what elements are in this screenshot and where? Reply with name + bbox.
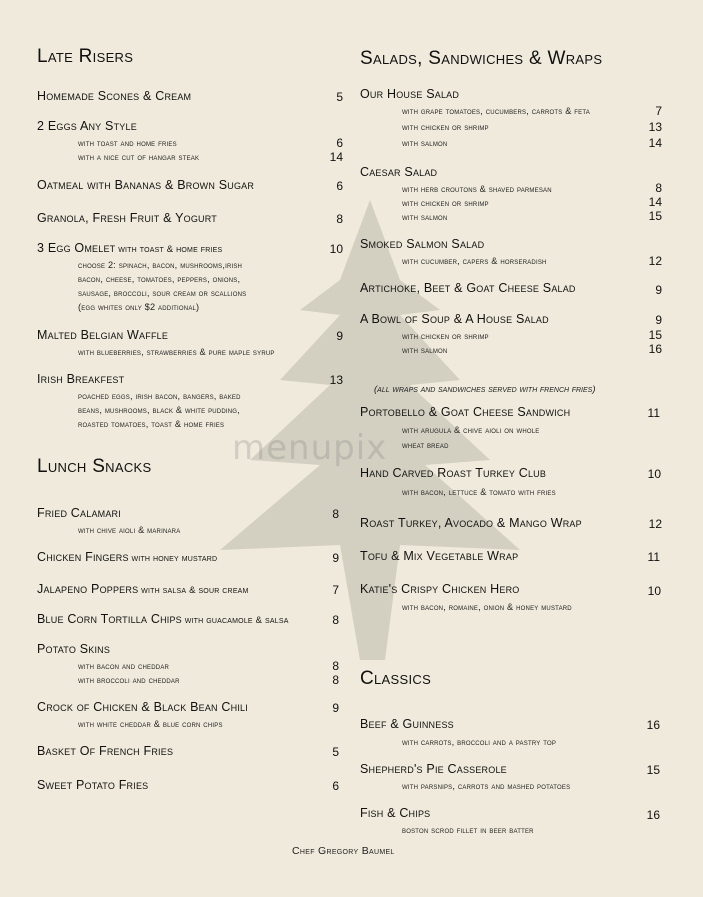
menu-item-desc: with parsnips, carrots and mashed potatoes xyxy=(402,781,571,791)
section-title-late-risers: Late Risers xyxy=(37,46,134,67)
menu-item-desc-line: poached eggs, irish bacon, bangers, baked xyxy=(78,391,241,401)
menu-item-price: 5 xyxy=(332,745,339,759)
menu-item-name: A Bowl of Soup & A House Salad xyxy=(360,312,549,326)
section-title-lunch-snacks: Lunch Snacks xyxy=(37,456,152,477)
menu-item-price: 7 xyxy=(332,583,339,597)
menu-item-price: 12 xyxy=(648,517,662,531)
menu-item-name: Our House Salad xyxy=(360,87,460,101)
menu-item-price: 8 xyxy=(332,659,339,673)
menu-item-option: with chicken or shrimp xyxy=(402,331,489,341)
menu-item-price: 10 xyxy=(647,467,661,481)
menu-item-name: Smoked Salmon Salad xyxy=(360,237,485,251)
menu-item-omelet xyxy=(37,241,222,255)
menu-item-name: Tofu & Mix Vegetable Wrap xyxy=(360,549,519,563)
menu-item-price: 11 xyxy=(647,550,660,564)
menu-item-name: Shepherd's Pie Casserole xyxy=(360,762,507,776)
menu-item-option: with toast and home fries xyxy=(78,138,177,148)
menu-item-desc-line: bacon, cheese, tomatoes, peppers, onions, xyxy=(78,274,241,284)
menu-item-desc: with carrots, broccoli and a pastry top xyxy=(402,737,557,747)
menu-item-price: 9 xyxy=(655,283,662,297)
menu-item-name: Roast Turkey, Avocado & Mango Wrap xyxy=(360,516,582,530)
watermark: menupix xyxy=(232,428,388,468)
menu-item-name: Beef & Guinness xyxy=(360,717,454,731)
section-title-salads: Salads, Sandwiches & Wraps xyxy=(360,48,603,69)
menu-item-desc: with bacon, romaine, onion & honey mustard xyxy=(402,602,572,612)
menu-item-option: with salmon xyxy=(402,138,448,148)
menu-item-option: with a nice cut of hangar steak xyxy=(78,152,200,162)
menu-item-desc-line: with arugula & chive aioli on whole xyxy=(402,425,540,435)
menu-item-name: Jalapeno Poppers xyxy=(37,582,139,596)
menu-item-price: 9 xyxy=(332,551,339,565)
menu-item-name: Fish & Chips xyxy=(360,806,431,820)
menu-item-option: with grape tomatoes, cucumbers, carrots & feta xyxy=(402,106,590,116)
menu-item-price: 6 xyxy=(336,136,343,150)
menu-item-name: Granola, Fresh Fruit & Yogurt xyxy=(37,211,217,225)
menu-item-price: 9 xyxy=(336,329,343,343)
menu-item-option: with broccoli and cheddar xyxy=(78,675,180,685)
menu-item-price: 6 xyxy=(336,179,343,193)
menu-item-option: with salmon xyxy=(402,212,448,222)
menu-item-price: 15 xyxy=(648,209,662,223)
menu-item-name: Basket Of French Fries xyxy=(37,744,174,758)
chef-credit: Chef Gregory Baumel xyxy=(292,845,395,857)
menu-item-name: Oatmeal with Bananas & Brown Sugar xyxy=(37,178,255,192)
menu-item-name: 2 Eggs Any Style xyxy=(37,119,137,133)
menu-item-desc: with white cheddar & blue corn chips xyxy=(78,719,223,729)
menu-item-chips xyxy=(37,612,289,626)
menu-item-desc: with cucumber, capers & horseradish xyxy=(402,256,547,266)
menu-item-price: 7 xyxy=(655,104,662,118)
menu-item-inline-desc: with salsa & sour cream xyxy=(138,585,249,596)
menu-item-option: with herb croutons & shaved parmesan xyxy=(402,184,552,194)
menu-item-option: with salmon xyxy=(402,345,448,355)
menu-item-price: 8 xyxy=(332,613,339,627)
sandwich-note: (all wraps and sandwiches served with french fries) xyxy=(374,384,596,395)
menu-item-name: Chicken Fingers xyxy=(37,550,129,564)
menu-item-price: 8 xyxy=(336,212,343,226)
menu-item-price: 14 xyxy=(329,150,343,164)
menu-item-name: Irish Breakfest xyxy=(37,372,125,386)
menu-item-price: 5 xyxy=(336,90,343,104)
menu-item-price: 13 xyxy=(329,373,343,387)
menu-item-price: 8 xyxy=(332,673,339,687)
menu-item-price: 9 xyxy=(332,701,339,715)
menu-item-desc-line: (egg whites only $2 additional) xyxy=(78,302,200,312)
menu-item-name: Hand Carved Roast Turkey Club xyxy=(360,466,547,480)
menu-item-name: Portobello & Goat Cheese Sandwich xyxy=(360,405,571,419)
menu-item-price: 10 xyxy=(329,242,343,256)
menu-item-option: with chicken or shrimp xyxy=(402,122,489,132)
menu-item-name: 3 Egg Omelet xyxy=(37,241,116,255)
menu-item-price: 12 xyxy=(648,254,662,268)
menu-item-desc-line: choose 2: spinach, bacon, mushrooms,irish xyxy=(78,260,243,270)
menu-item-inline-desc: with toast & home fries xyxy=(115,244,223,255)
menu-item-name: Malted Belgian Waffle xyxy=(37,328,169,342)
section-title-classics: Classics xyxy=(360,668,432,689)
menu-item-desc: with bacon, lettuce & tomato with fries xyxy=(402,487,556,497)
menu-item-price: 14 xyxy=(648,195,662,209)
menu-item-desc-line: beans, mushrooms, black & white pudding, xyxy=(78,405,240,415)
menu-item-price: 9 xyxy=(655,313,662,327)
menu-item-price: 14 xyxy=(648,136,662,150)
menu-item-desc-line: roasted tomatoes, toast & home fries xyxy=(78,419,225,429)
menu-item-fingers xyxy=(37,550,217,564)
menu-item-inline-desc: with guacamole & salsa xyxy=(181,615,289,626)
menu-item-desc: with blueberries, strawberries & pure maple syrup xyxy=(78,347,275,357)
menu-item-desc-line: wheat bread xyxy=(402,440,449,450)
menu-item-name: Sweet Potato Fries xyxy=(37,778,149,792)
menu-item-desc: boston scrod fillet in beer batter xyxy=(402,825,534,835)
menu-item-price: 6 xyxy=(332,779,339,793)
menu-item-price: 13 xyxy=(648,120,662,134)
menu-item-poppers xyxy=(37,582,249,596)
menu-item-option: with chicken or shrimp xyxy=(402,198,489,208)
menu-item-price: 8 xyxy=(655,181,662,195)
menu-item-price: 16 xyxy=(646,718,660,732)
menu-item-name: Blue Corn Tortilla Chips xyxy=(37,612,182,626)
menu-item-desc: with chive aioli & marinara xyxy=(78,525,181,535)
menu-item-price: 11 xyxy=(647,406,660,420)
menu-item-option: with bacon and cheddar xyxy=(78,661,170,671)
menu-item-name: Katie's Crispy Chicken Hero xyxy=(360,582,520,596)
menu-item-name: Fried Calamari xyxy=(37,506,121,520)
menu-item-price: 10 xyxy=(647,584,661,598)
menu-item-price: 15 xyxy=(646,763,660,777)
menu-item-price: 15 xyxy=(648,328,662,342)
menu-item-name: Potato Skins xyxy=(37,642,111,656)
menu-item-price: 16 xyxy=(646,808,660,822)
menu-item-name: Caesar Salad xyxy=(360,165,438,179)
menu-item-desc-line: sausage, broccoli, sour cream or scallions xyxy=(78,288,247,298)
menu-item-inline-desc: with honey mustard xyxy=(128,553,218,564)
menu-item-price: 16 xyxy=(648,342,662,356)
menu-item-name: Artichoke, Beet & Goat Cheese Salad xyxy=(360,281,576,295)
menu-item-price: 8 xyxy=(332,507,339,521)
menu-item-name: Homemade Scones & Cream xyxy=(37,89,192,103)
menu-item-name: Crock of Chicken & Black Bean Chili xyxy=(37,700,248,714)
